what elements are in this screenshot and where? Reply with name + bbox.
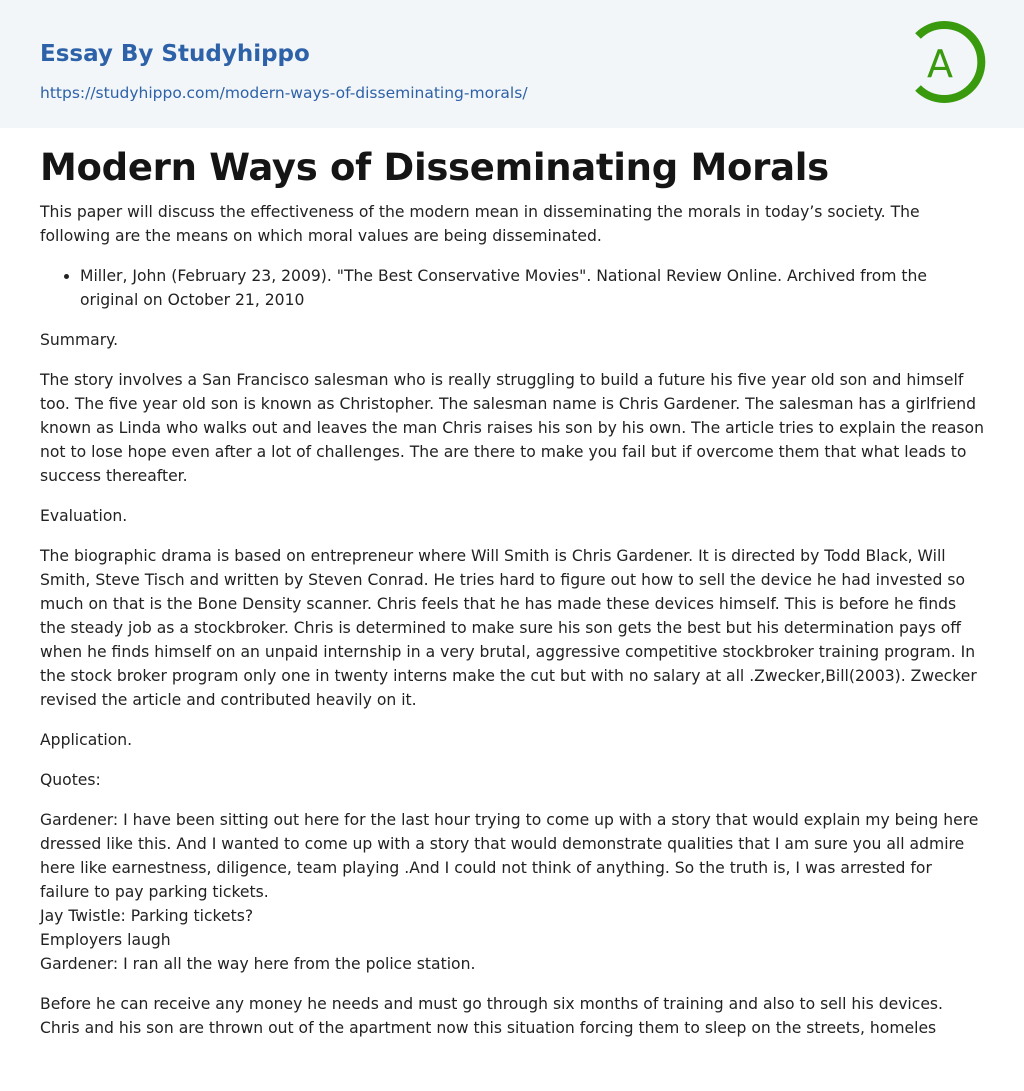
svg-text:A: A (927, 42, 953, 86)
intro-paragraph: This paper will discuss the effectiveness of the modern mean in disseminating the morals in today’s society. The following are the means on which moral values are being disseminated. (40, 203, 920, 245)
application-heading: Application. (40, 731, 133, 749)
list-item: • Miller, John (February 23, 2009). "The Best Conservative Movies". National Review Online. Archived from the original on October 21, 2010 (80, 264, 984, 312)
studyhippo-logo-icon (912, 20, 986, 104)
summary-paragraph: The story involves a San Francisco salesman who is really struggling to build a future his five year old son and himself too. The five year old son is known as Christopher. The salesman name is Chris Gardener. The salesman has a girlfriend known as Linda who walks out and leaves the man Chris raises his son by his own. The article tries to explain the reason not to lose hope even after a lot of challenges. The are there to make you fail but if overcome them that what leads to success thereafter. (40, 371, 984, 485)
page-title: Modern Ways of Disseminating Morals (40, 146, 829, 189)
reference-list (40, 264, 984, 312)
quotes-block (40, 808, 984, 976)
article-body (0, 146, 1024, 1040)
summary-heading: Summary. (40, 331, 119, 349)
closing-paragraph: Before he can receive any money he needs and must go through six months of training and also to sell his devices. Chris and his son are thrown out of the apartment now this situation forcing them to sleep on the streets, homeles (40, 995, 944, 1037)
site-header (0, 0, 1024, 128)
quote-line: Gardener: I ran all the way here from the police station. (40, 955, 476, 973)
evaluation-heading: Evaluation. (40, 507, 128, 525)
quote-line: Employers laugh (40, 931, 171, 949)
evaluation-paragraph: The biographic drama is based on entrepreneur where Will Smith is Chris Gardener. It is directed by Todd Black, Will Smith, Steve Tisch and written by Steven Conrad. He tries hard to figure out how to sell the device he had invested so much on that is the Bone Density scanner. Chris feels that he has made these devices himself. This is before he finds the steady job as a stockbroker. Chris is determined to make sure his son gets the best but his determination pays off when he finds himself on an unpaid internship in a very brutal, aggressive competitive stockbroker training program. In the stock broker program only one in twenty interns make the cut but with no salary at all .Zwecker,Bill(2003). Zwecker revised the article and contributed heavily on it. (40, 547, 977, 709)
quote-line: Jay Twistle: Parking tickets? (40, 907, 254, 925)
quotes-heading: Quotes: (40, 771, 101, 789)
brand-title: Essay By Studyhippo (40, 41, 310, 67)
article-url-link[interactable]: https://studyhippo.com/modern-ways-of-disseminating-morals/ (40, 84, 528, 102)
quote-line: Gardener: I have been sitting out here for the last hour trying to come up with a story that would explain my being here dressed like this. And I wanted to come up with a story that would demonstrate qualities that I am sure you all admire here like earnestness, diligence, team playing .And I could not think of anything. So the truth is, I was arrested for failure to pay parking tickets. (40, 811, 979, 901)
